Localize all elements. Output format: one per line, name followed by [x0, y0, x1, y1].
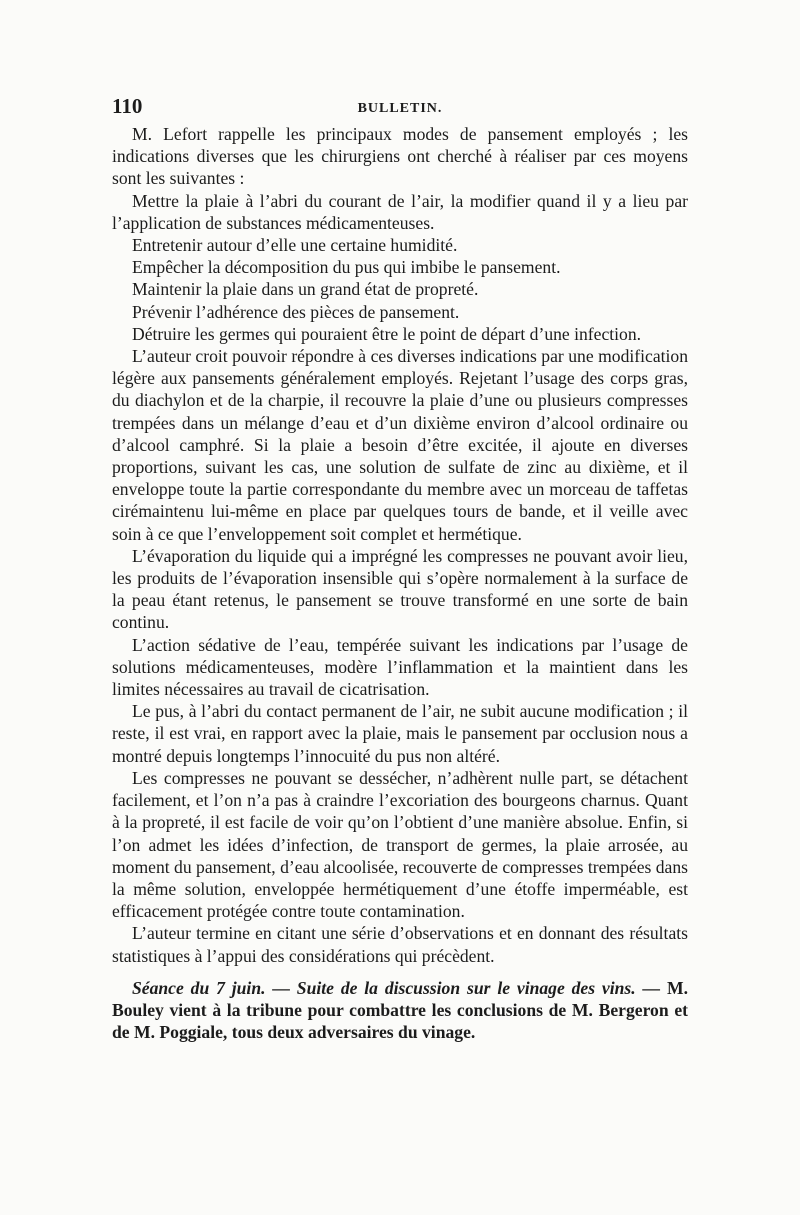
seance-title: Séance du 7 juin. — Suite de la discussion sur le vinage des vins. —	[132, 977, 661, 998]
paragraph-7: Détruire les germes qui pouraient être le point de départ d’une infection.	[132, 323, 642, 344]
paragraph-11: Le pus, à l’abri du contact permanent de l’air, ne subit aucune modification ; il reste, il est vrai, en rapport avec la plaie, mais le pansement par occlusion nous a montré depuis longtemps l’innocuité du pus non altéré.	[112, 701, 688, 766]
seance-paragraph	[112, 977, 688, 1043]
section-gap	[112, 967, 688, 977]
paragraph-2: Mettre la plaie à l’abri du courant de l’air, la modifier quand il y a lieu par l’application de substances médicamenteuses.	[112, 190, 688, 233]
running-head: BULLETIN.	[357, 101, 443, 116]
page-header	[112, 93, 688, 123]
page-text	[112, 93, 688, 1043]
paragraph-9: L’évaporation du liquide qui a imprégné les compresses ne pouvant avoir lieu, les produits de l’évaporation insensible qui s’opère normalement à la surface de la peau étant retenus, le pansement se trouve transformé en une sorte de bain continu.	[112, 545, 688, 633]
paragraph-4: Empêcher la décomposition du pus qui imbibe le pansement.	[132, 257, 561, 278]
paragraph-1: M. Lefort rappelle les principaux modes de pansement employés ; les indications diverses que les chirurgiens ont cherché à réaliser par ces moyens sont les suivantes :	[112, 124, 688, 189]
paragraph-10: L’action sédative de l’eau, tempérée suivant les indications par l’usage de solutions médicamenteuses, modère l’inflammation et la maintient dans les limites nécessaires au travail de cicatrisation.	[112, 634, 688, 700]
paragraph-13: L’auteur termine en citant une série d’observations et en donnant des résultats statistiques à l’appui des considérations qui précèdent.	[112, 923, 688, 966]
paragraph-12: Les compresses ne pouvant se dessécher, n’adhèrent nulle part, se détachent facilement, et l’on n’a pas à craindre l’excoriation des bourgeons charnus. Quant à la propreté, il est facile de voir qu’on l’obtient d’une manière absolue. Enfin, si l’on admet les idées d’infection, de transport de germes, la plaie arrosée, au moment du pansement, d’eau alcoolisée, recouverte de compresses trempées dans la même solution, enveloppée hermétiquement d’une étoffe imperméable, est efficacement protégée contre toute contamination.	[112, 767, 688, 922]
paragraph-3: Entretenir autour d’elle une certaine humidité.	[132, 235, 458, 256]
seance-body: M. Bouley vient à la tribune pour combattre les conclusions de M. Bergeron et de M. Poggiale, tous deux adversaires du vinage.	[112, 977, 689, 1042]
paragraph-6: Prévenir l’adhérence des pièces de pansement.	[132, 301, 460, 322]
paragraph-8: L’auteur croit pouvoir répondre à ces diverses indications par une modification légère aux pansements généralement employés. Rejetant l’usage des corps gras, du diachylon et de la charpie, il recouvre la plaie d’une ou plusieurs compresses trempées dans un mélange d’eau et d’un dixième environ d’alcool ordinaire ou d’alcool camphré. Si la plaie a besoin d’être excitée, il ajoute en diverses proportions, suivant les cas, une solution de sulfate de zinc au dixième, et il enveloppe toute la partie correspondante du membre avec un morceau de taffetas cirémaintenu lui-même en place par quelques tours de bande, et il veille avec soin à ce que l’enveloppement soit complet et hermétique.	[112, 346, 688, 544]
page-number: 110	[112, 94, 143, 118]
paragraph-5: Maintenir la plaie dans un grand état de propreté.	[132, 279, 479, 300]
